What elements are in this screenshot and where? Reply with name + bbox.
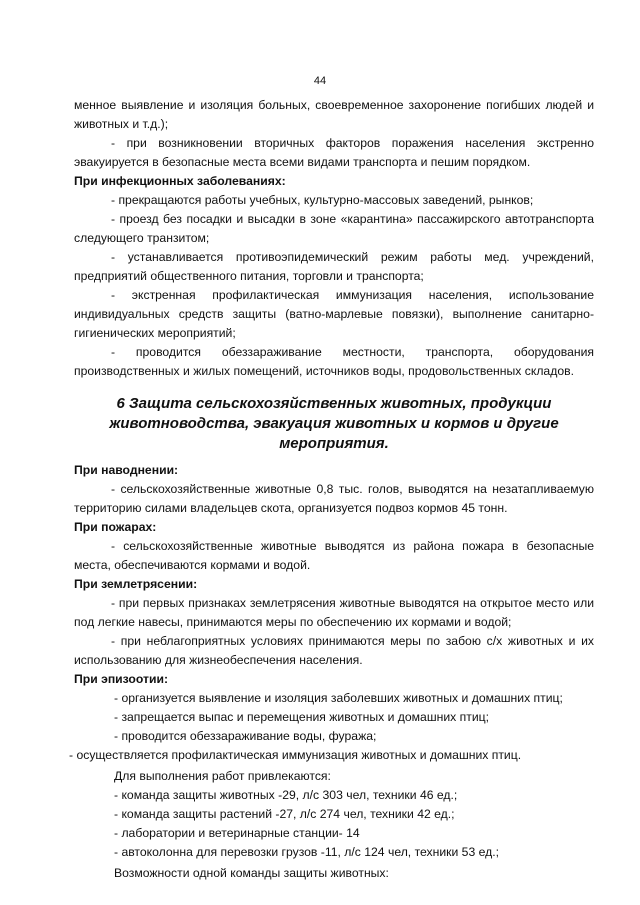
list-item: - команда защиты животных -29, л/с 303 чел, техники 46 ед.; [114,788,458,802]
list-item: - лаборатории и ветеринарные станции- 14 [114,826,360,840]
subheading-fire: При пожарах: [74,520,157,534]
paragraph: - при возникновении вторичных факторов поражения населения экстренно эвакуируется в безопасные места всеми видами транспорта и пешим порядком. [74,136,594,169]
list-item: - экстренная профилактическая иммунизация населения, использование индивидуальных средств защиты (ватно-марлевые повязки), выполнение санитарно-гигиенических мероприятий; [74,288,594,340]
list-item: - запрещается выпас и перемещения животных и домашних птиц; [114,710,489,724]
section-title: 6 Защита сельскохозяйственных животных, продукции животноводства, эвакуация животных и кормов и другие мероприятия. [109,395,559,452]
paragraph: менное выявление и изоляция больных, своевременное захоронение погибших людей и животных и т.д.); [74,98,594,131]
list-item: - проводится обеззараживание местности, транспорта, оборудования производственных и жилых помещений, источников воды, продовольственных складов. [74,345,594,378]
list-item: - устанавливается противоэпидемический режим работы мед. учреждений, предприятий общественного питания, торговли и транспорта; [74,250,594,283]
list-item: - прекращаются работы учебных, культурно-массовых заведений, рынков; [111,193,534,207]
list-item: - автоколонна для перевозки грузов -11, л/с 124 чел, техники 53 ед.; [114,845,500,859]
subheading-epizootic: При эпизоотии: [74,672,169,686]
list-item: - проезд без посадки и высадки в зоне «карантина» пассажирского автотранспорта следующего транзитом; [74,212,594,245]
paragraph: - сельскохозяйственные животные выводятся из района пожара в безопасные места, обеспечиваются кормами и водой. [74,539,594,572]
paragraph: Для выполнения работ привлекаются: [114,769,331,783]
subheading-earthquake: При землетрясении: [74,577,198,591]
subheading-infection: При инфекционных заболеваниях: [74,174,286,188]
list-item: - проводится обеззараживание воды, фуража; [114,729,377,743]
list-item: - осуществляется профилактическая иммунизация животных и домашних птиц. [69,748,522,762]
list-item: - при первых признаках землетрясения животные выводятся на открытое место или под легкие навесы, принимаются меры по обеспечению их кормами и водой; [74,596,594,629]
list-item: - при неблагоприятных условиях принимаются меры по забою с/х животных и их использованию для жизнеобеспечения населения. [74,634,594,667]
paragraph: Возможности одной команды защиты животных: [114,866,389,880]
list-item: - организуется выявление и изоляция заболевших животных и домашних птиц; [114,691,563,705]
paragraph: - сельскохозяйственные животные 0,8 тыс. голов, выводятся на незатапливаемую территорию силами владельцев скота, организуется подвоз кормов 45 тонн. [74,482,594,515]
page-number: 44 [313,75,327,87]
subheading-flood: При наводнении: [74,463,179,477]
page-body [69,96,594,883]
list-item: - команда защиты растений -27, л/с 274 чел, техники 42 ед.; [114,807,455,821]
